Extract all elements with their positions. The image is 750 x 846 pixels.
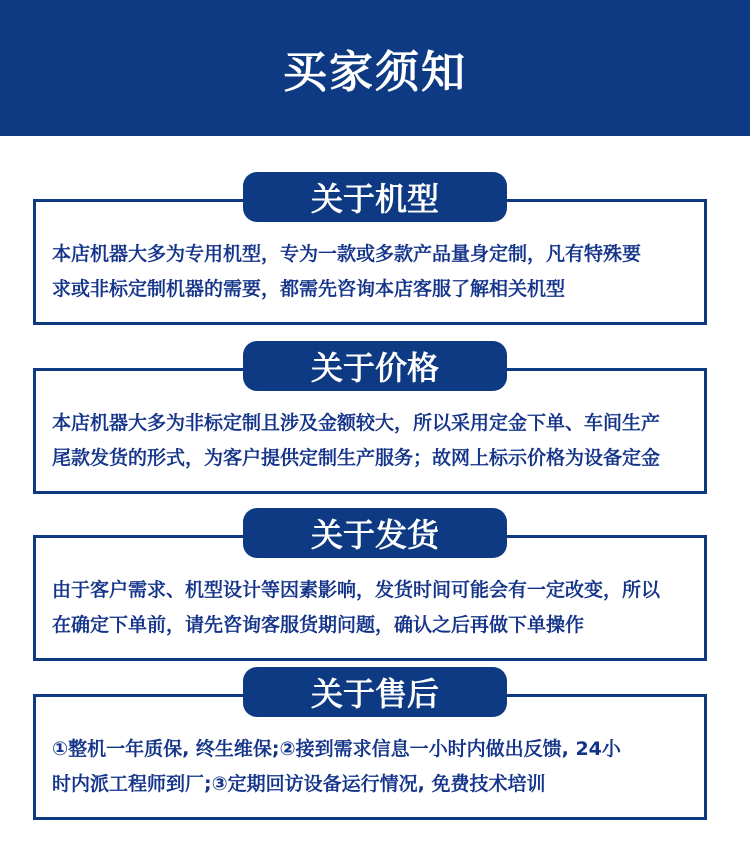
- section-aftersales-heading: 关于售后: [243, 667, 507, 717]
- page-title: 买家须知: [283, 47, 467, 98]
- section-model-line-2: 求或非标定制机器的需要，都需先咨询本店客服了解相关机型: [52, 278, 566, 300]
- header-banner: [0, 0, 750, 136]
- section-price-heading: 关于价格: [243, 341, 507, 391]
- section-shipping-heading: 关于发货: [243, 508, 507, 558]
- section-aftersales-line-1: ①整机一年质保, 终生维保;②接到需求信息一小时内做出反馈, 24小: [52, 738, 621, 760]
- section-model-heading: 关于机型: [243, 172, 507, 222]
- section-price-line-1: 本店机器大多为非标定制且涉及金额较大，所以采用定金下单、车间生产: [52, 412, 661, 434]
- section-price-line-2: 尾款发货的形式，为客户提供定制生产服务；故网上标示价格为设备定金: [52, 447, 661, 469]
- section-shipping-line-2: 在确定下单前，请先咨询客服货期问题，确认之后再做下单操作: [52, 614, 585, 636]
- section-model-line-1: 本店机器大多为专用机型，专为一款或多款产品量身定制，凡有特殊要: [52, 243, 642, 265]
- section-aftersales-line-2: 时内派工程师到厂;③定期回访设备运行情况, 免费技术培训: [52, 773, 546, 795]
- section-shipping-line-1: 由于客户需求、机型设计等因素影响，发货时间可能会有一定改变，所以: [52, 579, 661, 601]
